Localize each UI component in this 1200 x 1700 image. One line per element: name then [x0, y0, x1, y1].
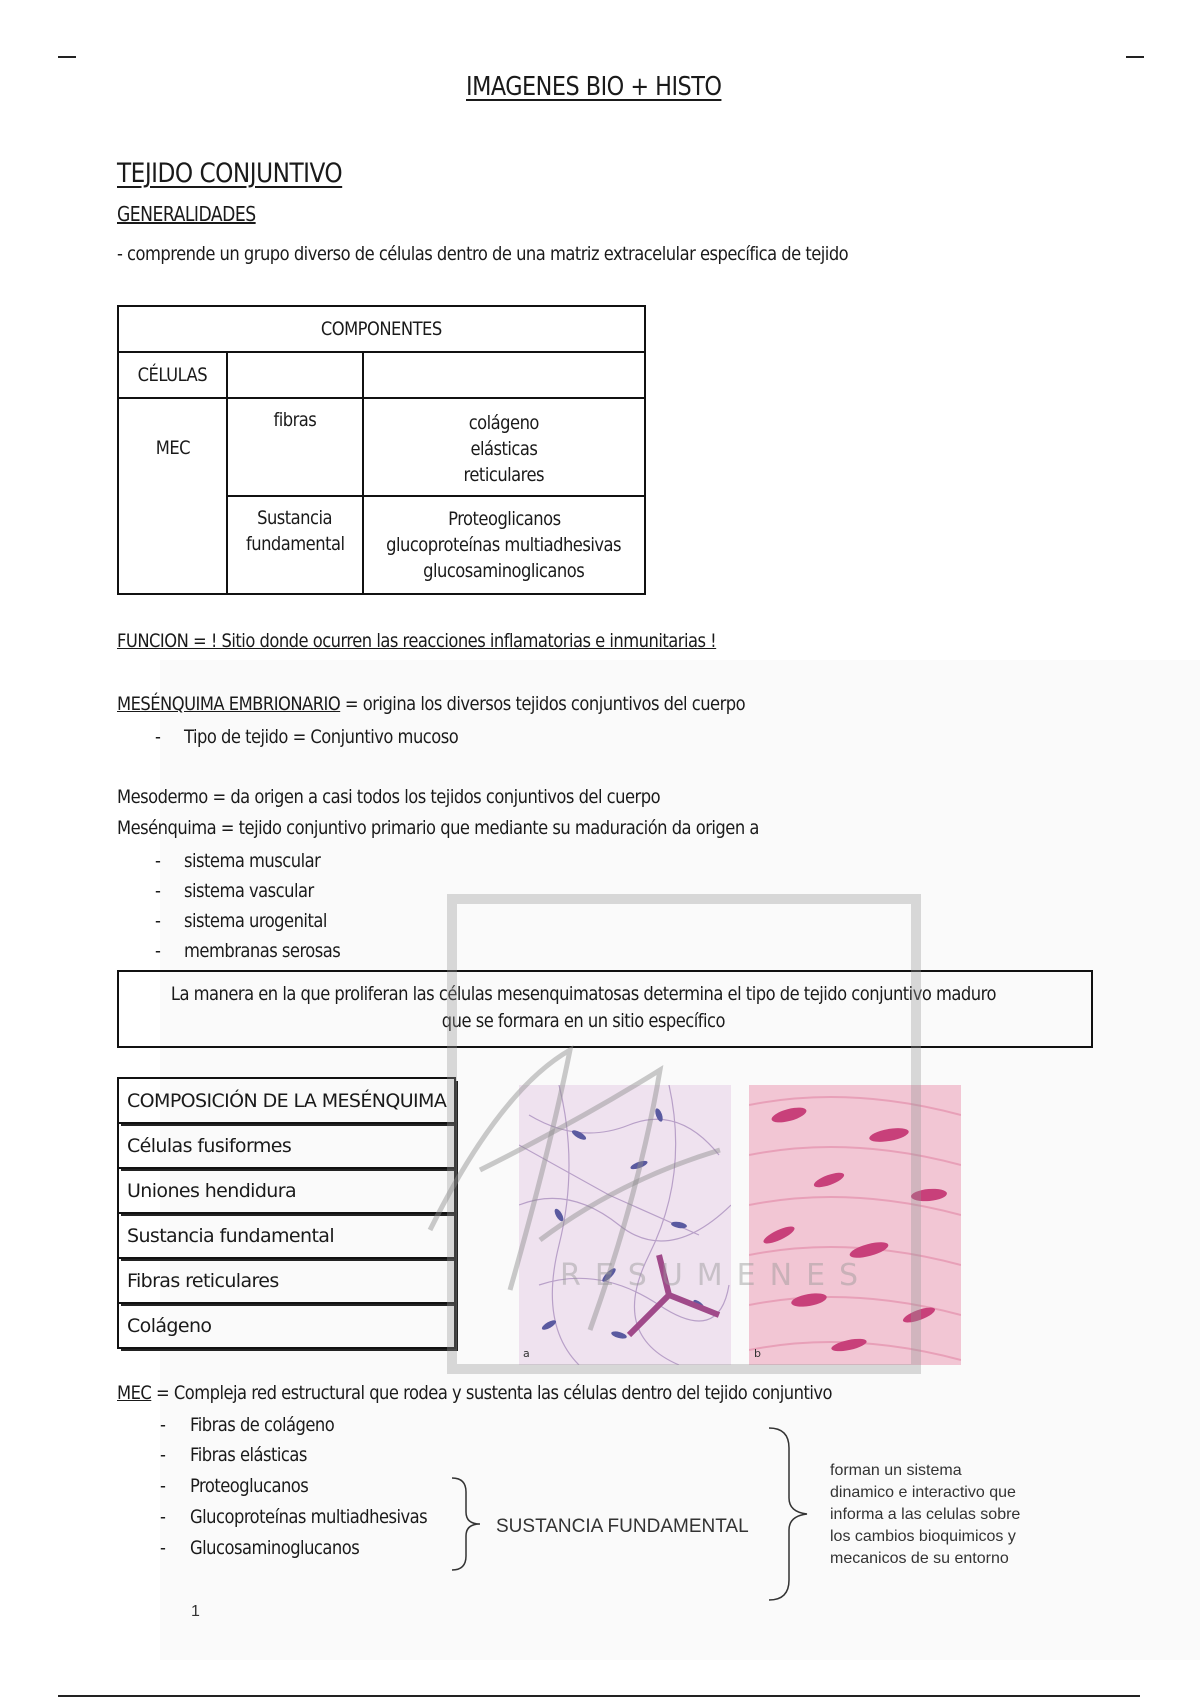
table-row: Uniones hendidura	[118, 1168, 455, 1213]
components-table	[117, 305, 646, 595]
list-item: sistema muscular	[184, 850, 321, 872]
fibras-label: fibras	[227, 398, 363, 496]
intro-bullet: - comprende un grupo diverso de células dentro de una matriz extracelular específica de tejido	[117, 243, 849, 265]
list-item: Glucoproteínas multiadhesivas	[190, 1506, 428, 1528]
table-row: Fibras reticulares	[118, 1258, 455, 1303]
large-brace-icon	[765, 1424, 815, 1604]
small-brace-icon	[448, 1474, 488, 1574]
list-item: sistema urogenital	[184, 910, 327, 932]
list-item: Proteoglucanos	[190, 1475, 309, 1497]
table-row: Células fusiformes	[118, 1123, 455, 1168]
list-item-dash: -	[155, 880, 161, 902]
list-item: Tipo de tejido = Conjuntivo mucoso	[184, 726, 459, 748]
list-item-dash: -	[160, 1444, 166, 1466]
list-item-dash: -	[155, 940, 161, 962]
list-item: membranas serosas	[184, 940, 341, 962]
list-item: Fibras elásticas	[190, 1444, 307, 1466]
mesenquima-embrionario-line: MESÉNQUIMA EMBRIONARIO = origina los diversos tejidos conjuntivos del cuerpo	[117, 693, 746, 715]
table-row: Colágeno	[118, 1303, 455, 1348]
list-item-dash: -	[160, 1506, 166, 1528]
sustancia-items: Proteoglicanos glucoproteínas multiadhesivas glucosaminoglicanos	[363, 496, 645, 594]
sustancia-label: Sustancia fundamental	[227, 496, 363, 594]
list-item-dash: -	[160, 1414, 166, 1436]
bottom-rule	[58, 1695, 1140, 1697]
watermark-text: RESUMENES	[560, 1258, 873, 1293]
sustancia-fundamental-label: SUSTANCIA FUNDAMENTAL	[496, 1516, 749, 1537]
composition-header: COMPOSICIÓN DE LA MESÉNQUIMA	[118, 1078, 455, 1123]
funcion-line: FUNCION = ! Sitio donde ocurren las reacciones inflamatorias e inmunitarias !	[117, 630, 717, 652]
list-item-dash: -	[160, 1475, 166, 1497]
components-header: COMPONENTES	[118, 306, 645, 352]
mesodermo-line: Mesodermo = da origen a casi todos los tejidos conjuntivos del cuerpo	[117, 786, 661, 808]
table-row: Sustancia fundamental	[118, 1213, 455, 1258]
subsection-title: GENERALIDADES	[117, 202, 256, 226]
watermark-logo	[420, 1030, 800, 1350]
mec-label: MEC	[118, 398, 227, 594]
list-item-dash: -	[155, 850, 161, 872]
list-item: Fibras de colágeno	[190, 1414, 335, 1436]
list-item: sistema vascular	[184, 880, 314, 902]
empty-cell	[227, 352, 363, 398]
list-item: Glucosaminoglucanos	[190, 1537, 360, 1559]
fibras-types: colágeno elásticas reticulares	[363, 398, 645, 496]
corner-mark-right	[1126, 56, 1144, 58]
corner-mark-left	[58, 56, 76, 58]
list-item-dash: -	[155, 910, 161, 932]
mec-line: MEC = Compleja red estructural que rodea y sustenta las células dentro del tejido conjuntivo	[117, 1382, 833, 1404]
section-title: TEJIDO CONJUNTIVO	[117, 158, 343, 189]
side-note: forman un sistema dinamico e interactivo que informa a las celulas sobre los cambios bioquimicos y mecanicos de su entorno	[830, 1462, 1021, 1567]
list-item-dash: -	[160, 1537, 166, 1559]
empty-cell	[363, 352, 645, 398]
composition-table	[117, 1077, 456, 1349]
cells-label: CÉLULAS	[118, 352, 227, 398]
page-number: 1	[191, 1603, 200, 1620]
micrograph-a-label: a	[523, 1347, 530, 1360]
note-box: La manera en la que proliferan las células mesenquimatosas determina el tipo de tejido conjuntivo maduro que se formara en un sitio específico	[117, 970, 1093, 1048]
page-title: IMAGENES BIO + HISTO	[466, 72, 722, 102]
mesenquima-line: Mesénquima = tejido conjuntivo primario que mediante su maduración da origen a	[117, 817, 759, 839]
list-item-dash: -	[155, 726, 161, 748]
micrograph-b-label: b	[754, 1347, 761, 1360]
